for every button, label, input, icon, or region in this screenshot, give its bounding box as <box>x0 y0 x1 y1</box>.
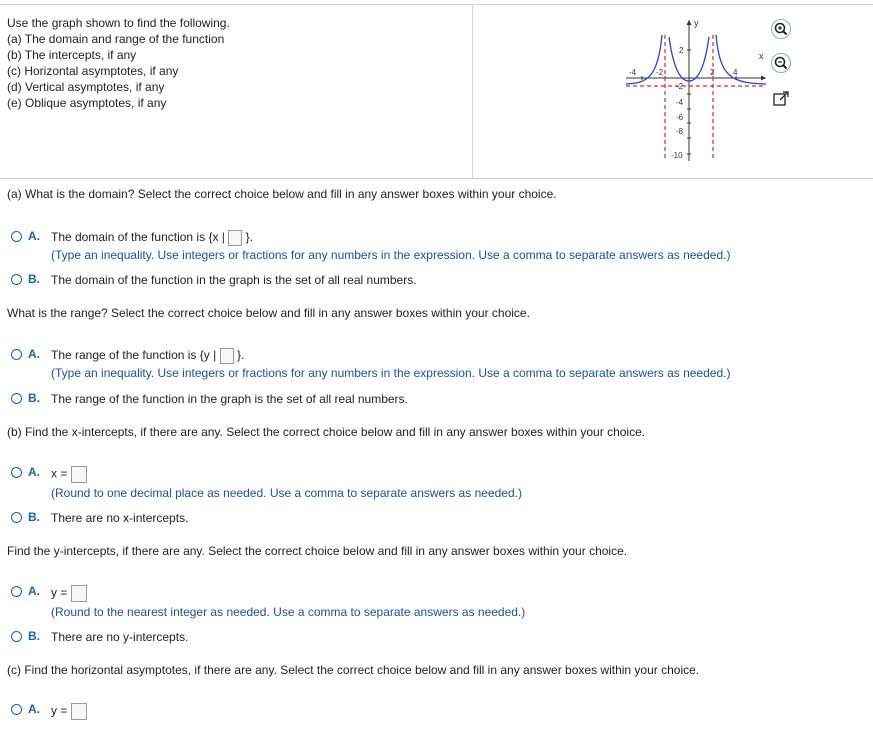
prompt-item-b: (b) The intercepts, if any <box>7 48 137 62</box>
x-tick-label: 2 <box>710 68 715 77</box>
zoom-out-icon[interactable] <box>771 53 791 73</box>
x-axis-arrow <box>761 76 766 81</box>
horizontal-asymptote-option-a-radio[interactable] <box>11 704 22 715</box>
header-divider <box>472 5 473 178</box>
domain-option-a-text: The domain of the function is <box>51 230 206 245</box>
domain-option-b-radio[interactable] <box>11 274 22 285</box>
range-option-a[interactable] <box>7 346 807 384</box>
y-intercept-option-b-radio[interactable] <box>11 631 22 642</box>
question-x-intercepts: (b) Find the x-intercepts, if there are any. Select the correct choice below and fill in any answer boxes within your choice. <box>7 425 646 439</box>
x-intercept-option-a-hint: (Round to one decimal place as needed. Use a comma to separate answers as needed.) <box>51 486 522 500</box>
range-option-b[interactable] <box>7 391 807 407</box>
problem-prompt <box>7 15 230 111</box>
x-intercept-option-b-text: There are no x-intercepts. <box>51 511 189 525</box>
y-intercept-option-b[interactable] <box>7 629 807 645</box>
y-intercept-option-a[interactable] <box>7 583 807 621</box>
x-tick-label: -2 <box>656 68 664 77</box>
range-option-b-text: The range of the function in the graph is the set of all real numbers. <box>51 392 408 406</box>
range-answer-box[interactable] <box>220 348 234 364</box>
prompt-item-a: (a) The domain and range of the function <box>7 32 225 46</box>
horizontal-asymptote-option-a-letter: A. <box>28 702 40 716</box>
x-intercept-option-a[interactable] <box>7 464 807 502</box>
y-tick-label: -8 <box>676 127 684 136</box>
range-set-open: {y | <box>199 348 217 363</box>
domain-option-a-hint: (Type an inequality. Use integers or fractions for any numbers in the expression. Use a comma to separate answers as needed.) <box>51 248 731 262</box>
y-axis-arrow <box>687 20 692 25</box>
x-intercept-answer-box[interactable] <box>71 466 87 483</box>
y-tick-label: -6 <box>676 113 684 122</box>
horizontal-asymptote-prefix: y = <box>51 703 68 718</box>
y-axis-label: y <box>694 18 699 28</box>
question-range: What is the range? Select the correct choice below and fill in any answer boxes within your choice. <box>7 306 530 320</box>
range-option-b-letter: B. <box>28 391 40 405</box>
prompt-item-c: (c) Horizontal asymptotes, if any <box>7 64 179 78</box>
x-tick-label: -4 <box>629 68 637 77</box>
y-tick-label: -4 <box>676 98 684 107</box>
prompt-item-d: (d) Vertical asymptotes, if any <box>7 80 165 94</box>
range-option-a-letter: A. <box>28 347 40 361</box>
y-tick-label: 2 <box>679 46 684 55</box>
range-set-close: }. <box>236 348 245 363</box>
prompt-item-e: (e) Oblique asymptotes, if any <box>7 96 167 110</box>
open-in-new-window-icon[interactable] <box>771 89 791 109</box>
y-intercept-option-b-text: There are no y-intercepts. <box>51 630 189 644</box>
horizontal-asymptote-option-a[interactable] <box>7 701 807 721</box>
x-intercept-option-a-radio[interactable] <box>11 467 22 478</box>
question-domain: (a) What is the domain? Select the correct choice below and fill in any answer boxes within your choice. <box>7 187 557 201</box>
x-tick-label: 4 <box>733 68 738 77</box>
x-intercept-option-a-letter: A. <box>28 465 40 479</box>
y-intercept-option-b-letter: B. <box>28 629 40 643</box>
y-intercept-prefix: y = <box>51 585 68 600</box>
question-y-intercepts: Find the y-intercepts, if there are any. Select the correct choice below and fill in any answer boxes within your choice. <box>7 544 628 558</box>
x-axis-label: x <box>759 51 764 61</box>
range-option-a-text: The range of the function is <box>51 348 197 363</box>
range-option-a-radio[interactable] <box>11 349 22 360</box>
x-intercept-option-b-radio[interactable] <box>11 512 22 523</box>
problem-header <box>0 5 873 179</box>
domain-set-open: {x | <box>208 230 225 245</box>
range-option-a-hint: (Type an inequality. Use integers or fractions for any numbers in the expression. Use a comma to separate answers as needed.) <box>51 366 731 380</box>
x-intercept-option-b[interactable] <box>7 510 807 526</box>
domain-option-a[interactable] <box>7 228 807 266</box>
question-horizontal-asymptotes: (c) Find the horizontal asymptotes, if there are any. Select the correct choice below and fill in any answer boxes within your choice. <box>7 663 700 677</box>
y-intercept-option-a-letter: A. <box>28 584 40 598</box>
domain-option-a-letter: A. <box>28 229 40 243</box>
y-intercept-option-a-hint: (Round to the nearest integer as needed. Use a comma to separate answers as needed.) <box>51 605 526 619</box>
zoom-in-icon[interactable] <box>771 19 791 39</box>
y-tick-label: -2 <box>676 82 684 91</box>
x-intercept-prefix: x = <box>51 466 68 481</box>
domain-option-a-radio[interactable] <box>11 231 22 242</box>
domain-option-b[interactable] <box>7 272 807 288</box>
horizontal-asymptote-answer-box[interactable] <box>71 703 87 720</box>
range-option-b-radio[interactable] <box>11 393 22 404</box>
y-tick-label: -10 <box>671 151 683 160</box>
domain-set-close: }. <box>245 230 253 245</box>
domain-option-b-letter: B. <box>28 272 40 286</box>
x-intercept-option-b-letter: B. <box>28 510 40 524</box>
y-intercept-option-a-radio[interactable] <box>11 586 22 597</box>
domain-answer-box[interactable] <box>228 230 242 246</box>
function-graph <box>622 15 770 163</box>
prompt-intro: Use the graph shown to find the following. <box>7 16 230 30</box>
y-intercept-answer-box[interactable] <box>71 585 87 602</box>
domain-option-b-text: The domain of the function in the graph is the set of all real numbers. <box>51 273 417 287</box>
